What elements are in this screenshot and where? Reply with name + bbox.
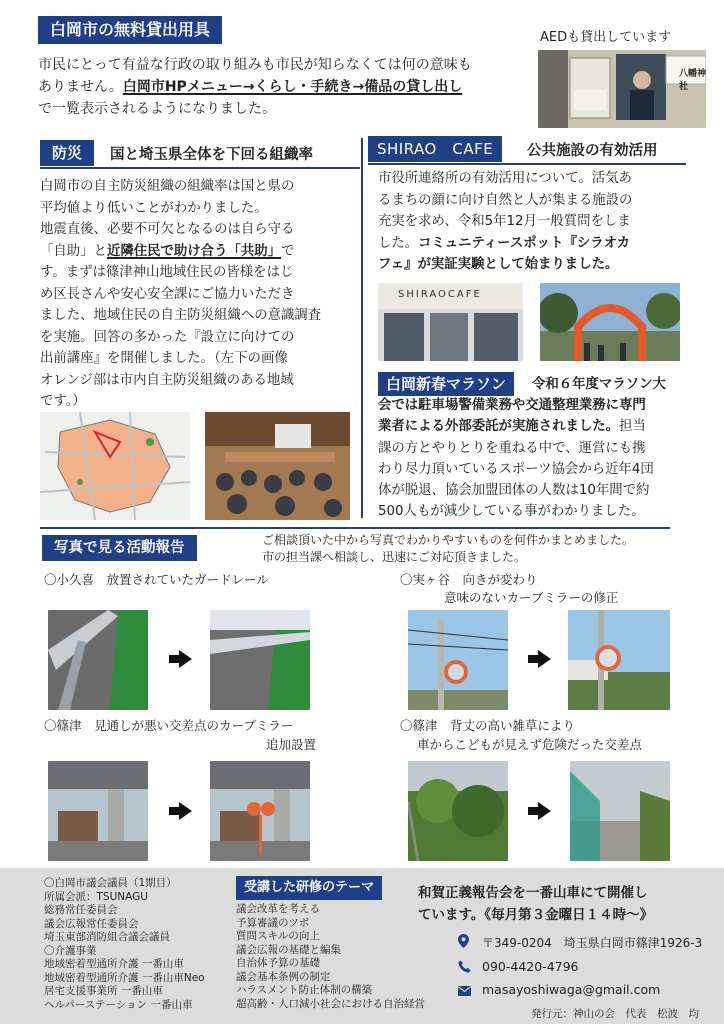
address-text: 〒349-0204 埼玉県白岡市篠津1926-3	[482, 936, 703, 950]
activity-caption-2: 〇実ヶ谷 向きが変わり	[400, 572, 538, 587]
cafe-title: 公共施設の有効活用	[527, 143, 658, 159]
report-meeting: 和賀正義報告会を一番山車にて開催し ています。《毎月第３金曜日１４時～》	[418, 885, 654, 923]
activity-caption-2b: 意味のないカーブミラーの修正	[444, 590, 619, 605]
right-arrow-icon	[179, 802, 192, 820]
training-list: 議会改革を考える 予算審議のツボ 質問スキルの向上 議会広報の基礎と編集 自治体予算の基礎 議会基本条例の制定 ハラスメント防止体制の構築 超高齢・人口減小社会における自治経営	[236, 903, 425, 1010]
right-arrow-icon	[538, 650, 551, 668]
cafe-header: SHIRAO CAFE	[368, 136, 502, 162]
aed-sign-text: 八幡神社	[679, 69, 706, 92]
activity-caption-1: 〇小久喜 放置されていたガードレール	[44, 572, 269, 587]
text-line: ありません。白岡市HPメニュー→くらし・手続き→備品の貸し出し	[38, 79, 463, 95]
cafe-sign-text: SHIRAOCAFE	[398, 289, 482, 300]
free-rental-text	[38, 54, 472, 120]
phone-text[interactable]: 090-4420-4796	[482, 959, 579, 974]
cafe-photo	[378, 283, 523, 361]
phone-icon	[458, 960, 471, 977]
divider	[40, 527, 670, 529]
mail-icon	[458, 985, 471, 1000]
right-arrow-icon	[179, 650, 192, 668]
marathon-header: 白岡新春マラソン	[378, 372, 514, 396]
disaster-header: 防災	[40, 140, 94, 166]
text-line: で一覧表示されるようになりました。	[38, 101, 276, 117]
hp-menu-path: 白岡市HPメニュー→くらし・手続き→備品の貸し出し	[122, 79, 463, 95]
email-text[interactable]: masayoshiwaga@gmail.com	[482, 982, 661, 997]
divider	[368, 163, 686, 165]
mirror-after-photo	[568, 610, 670, 710]
activity-intro: ご相談頂いた中から写真でわかりやすいものを何件かまとめました。 市の担当課へ相談し、迅速にご対応頂きました。	[262, 533, 635, 564]
location-pin-icon	[458, 934, 469, 952]
mutual-aid-text: 近隣住民で助け合う「共助」	[106, 243, 282, 259]
cafe-text: 市役所連絡所の有効活用について。活気あ るまちの顔に向け自然と人が集まる施設の 充実を求め、令和5年12月一般質問をしま した。コミュニティースポット『シラオカ フェ』が実証実験として始まりました。	[378, 171, 633, 272]
divider	[361, 138, 363, 518]
mirror-before-photo	[408, 610, 508, 710]
marathon-arch-photo	[540, 283, 680, 361]
activity-header: 写真で見る活動報告	[42, 535, 197, 561]
guardrail-after-photo	[210, 610, 310, 710]
profile-list: 〇白岡市議会議員（1期目） 所属会派：TSUNAGU 総務常任委員会 議会広報常任委員会 埼玉東部消防組合議会議員 〇介護事業 地域密着型通所介護 一番山車 地域密着型通所介護 一番山車Neo 居宅支援事業所 一番山車 ヘルパーステーション 一番山車	[44, 877, 205, 1011]
free-rental-header: 白岡市の無料貸出用具	[38, 16, 222, 44]
intersection-before-photo	[48, 761, 148, 861]
activity-caption-4b: 車からこどもが見えず危険だった交差点	[417, 737, 643, 752]
right-arrow-icon	[538, 802, 551, 820]
aed-photo	[538, 50, 706, 128]
marathon-text: 会では駐車場警備業務や交通整理業務に専門 業者による外部委託が実施されました。担当 課の方とやりとりを重ねる中で、運営にも携 わり尽力頂いているスポーツ協会から近年4団 体が脱退、協会加盟団体の人数は10年間で約 500人もが減少している事がわかりました。	[378, 398, 654, 520]
training-header: 受講した研修のテーマ	[236, 876, 382, 900]
seminar-photo	[205, 412, 350, 520]
activity-caption-4: 〇篠津 背丈の高い雑草により	[400, 718, 576, 733]
map-image	[40, 412, 190, 520]
weeds-before-photo	[408, 761, 508, 861]
divider	[40, 167, 360, 169]
text-line: 市民にとって有益な行政の取り組みも市民が知らなくては何の意味も	[38, 57, 472, 73]
intersection-after-photo	[210, 761, 310, 861]
disaster-title: 国と埼玉県全体を下回る組織率	[110, 147, 313, 163]
publisher-text: 発行元：神山の会 代表 松波 均	[531, 1008, 699, 1020]
activity-caption-3: 〇篠津 見通しが悪い交差点のカーブミラー	[44, 718, 294, 733]
guardrail-before-photo	[48, 610, 148, 710]
aed-caption: AEDも貸出しています	[540, 30, 672, 45]
disaster-text: 白岡市の自主防災組織の組織率は国と県の 平均値より低いことがわかりました。 地震直後、必要不可欠となるのは自ら守る 「自助」と近隣住民で助け合う「共助」で す。まずは篠津神山地域住民の皆様をはじ め区長さんや安心安全課にご協力いただき ました、地域住民の自主防災組織への意識調査 を実施。回答の多かった『設立に向けての 出前講座』を開催しました。（左下の画像 オレンジ部は市内自主防災組織のある地域 です。）	[40, 179, 322, 409]
activity-caption-3b: 追加設置	[266, 737, 317, 752]
weeds-after-photo	[570, 761, 670, 861]
marathon-lead: 令和６年度マラソン大	[532, 377, 666, 392]
